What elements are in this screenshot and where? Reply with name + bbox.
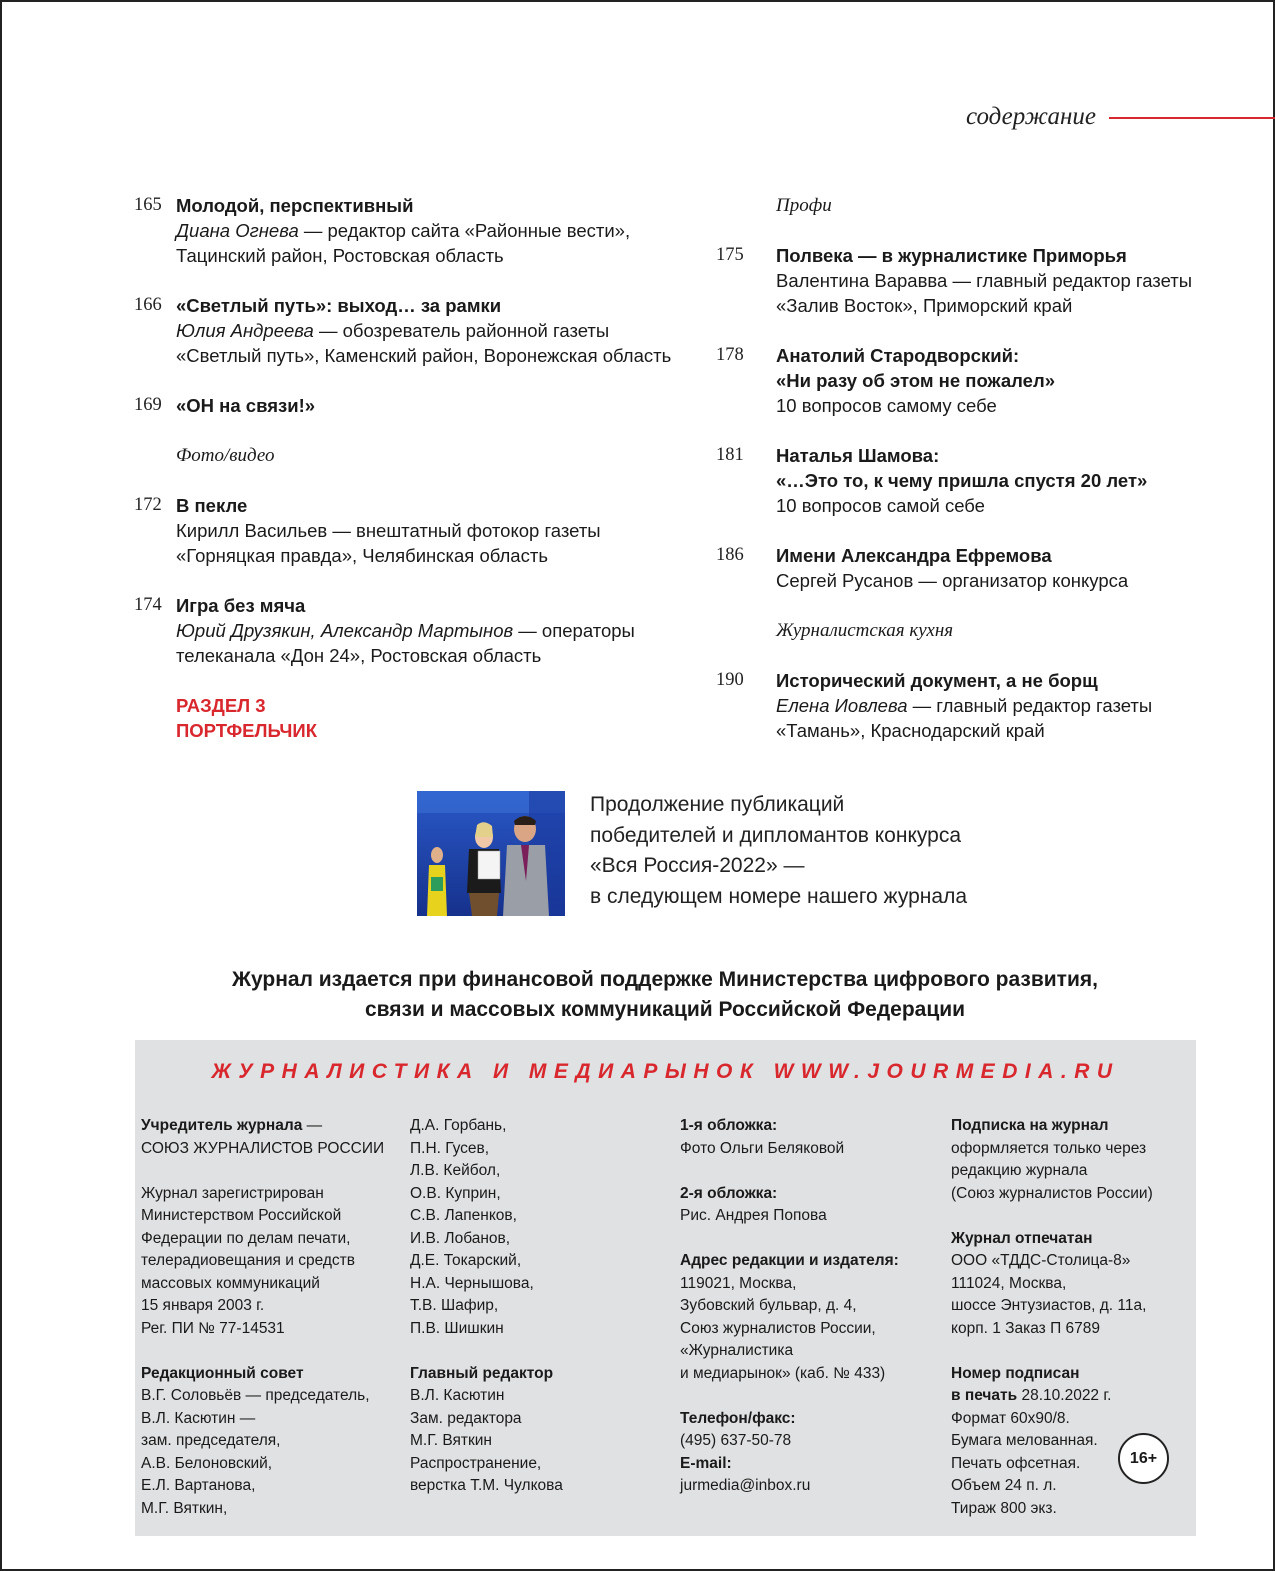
toc-desc: 10 вопросов самой себе [776,495,985,516]
header-accent-line [1109,117,1275,119]
toc-title: Наталья Шамова: [776,445,940,466]
editor-label: Главный редактор [410,1364,554,1382]
toc-desc: «Тамань», Краснодарский край [776,720,1045,741]
toc-author: Диана Огнева [176,220,299,241]
toc-page-number: 190 [716,670,744,690]
promo-line: в следующем номере нашего журнала [590,884,967,908]
address-line: «Журналистика [680,1342,794,1359]
toc-desc: Тацинский район, Ростовская область [176,245,504,266]
address-label: Адрес редакции и издателя: [680,1252,899,1269]
toc-page-number: 169 [134,395,162,415]
toc-left-column [134,193,694,743]
council-member: И.В. Лобанов, [410,1229,511,1247]
toc-page-number: 175 [716,245,744,265]
toc-author: Елена Иовлева [776,695,908,716]
toc-title: Анатолий Стародворский: [776,345,1020,366]
council-member: О.В. Куприн, [410,1184,501,1202]
council-member: Д.А. Горбань, [410,1117,507,1134]
reg-line: 15 января 2003 г. [141,1297,265,1314]
promo-line: Продолжение публикаций [590,793,845,816]
section-header-word: содержание [966,103,1096,130]
toc-desc: «Горняцкая правда», Челябинская область [176,545,548,566]
toc-page-number: 172 [134,495,162,515]
signed-date: 28.10.2022 г. [1017,1387,1112,1404]
toc-desc: «Залив Восток», Приморский край [776,295,1073,316]
council-member: Н.А. Чернышова, [410,1274,534,1292]
toc-title: Молодой, перспективный [176,195,414,216]
address-line: 119021, Москва, [680,1274,797,1292]
toc-title: «Ни разу об этом не пожалел» [776,370,1055,391]
council-line: В.Л. Касютин — [141,1409,256,1427]
next-issue-promo [590,790,967,912]
council-member: Д.Е. Токарский, [410,1252,522,1269]
reg-line: телерадиовещания и средств [141,1252,355,1269]
email-label: E-mail: [680,1454,732,1472]
council-line: Е.Л. Вартанова, [141,1477,256,1494]
contest-winners-photo [417,791,565,916]
printed-label: Журнал отпечатан [951,1229,1093,1247]
support-line: Журнал издается при финансовой поддержке Министерства цифрового развития, [232,968,1098,991]
tech-line: Печать офсетная. [951,1454,1081,1472]
toc-page-number: 174 [134,595,162,615]
toc-desc: телеканала «Дон 24», Ростовская область [176,645,542,666]
cover2-credit: Рис. Андрея Попова [680,1207,827,1224]
address-line: Зубовский бульвар, д. 4, [680,1297,857,1314]
age-rating-badge: 16+ [1118,1433,1169,1484]
toc-entry[interactable] [716,243,1236,318]
council-label: Редакционный совет [141,1364,304,1382]
imprint-col-council [410,1115,670,1498]
toc-title: «ОН на связи!» [176,395,316,416]
toc-entry[interactable] [716,668,1236,743]
toc-desc: — операторы [518,620,635,641]
reg-line: массовых коммуникаций [141,1274,320,1292]
signed-label-2: в печать [951,1387,1018,1404]
toc-author: Юлия Андреева [176,320,314,341]
toc-desc: — главный редактор газеты [912,695,1153,716]
toc-entry[interactable] [716,543,1236,593]
printed-line: 111024, Москва, [951,1274,1067,1292]
printed-line: шоссе Энтузиастов, д. 11а, [951,1297,1147,1314]
toc-title: В пекле [176,495,248,516]
council-line: В.Г. Соловьёв — председатель, [141,1387,370,1404]
subscription-line: редакцию журнала [951,1162,1088,1179]
imprint-box [135,1040,1196,1536]
editor-line: М.Г. Вяткин [410,1432,492,1449]
toc-desc: Сергей Русанов — организатор конкурса [776,570,1129,591]
council-line: А.В. Белоновский, [141,1454,273,1472]
razdel-number: РАЗДЕЛ 3 [176,695,266,716]
subscription-line: оформляется только через [951,1139,1147,1157]
cover2-label: 2-я обложка: [680,1184,778,1202]
reg-line: Журнал зарегистрирован [141,1184,324,1202]
phone-number[interactable]: (495) 637-50-78 [680,1432,792,1449]
address-line: и медиарынок» (каб. № 433) [680,1364,886,1382]
toc-entry[interactable] [134,293,694,368]
toc-title: Полвека — в журналистике Приморья [776,245,1127,266]
toc-entry[interactable] [134,193,694,268]
council-line: зам. председателя, [141,1432,281,1449]
imprint-col-founder [141,1115,401,1520]
council-line: М.Г. Вяткин, [141,1499,228,1517]
toc-title: Исторический документ, а не борщ [776,670,1098,691]
cover1-label: 1-я обложка: [680,1117,778,1134]
toc-entry[interactable] [134,493,694,568]
signed-label: Номер подписан [951,1364,1080,1382]
toc-desc: «Светлый путь», Каменский район, Воронежская область [176,345,672,366]
editor-line: Зам. редактора [410,1409,522,1427]
tech-line: Объем 24 п. л. [951,1477,1057,1494]
toc-desc: — редактор сайта «Районные вести», [303,220,631,241]
tech-line: Бумага мелованная. [951,1432,1098,1449]
magazine-brand-url[interactable]: ЖУРНАЛИСТИКА И МЕДИАРЫНОК WWW.JOURMEDIA.RU [211,1060,1120,1083]
council-member: Т.В. Шафир, [410,1297,499,1314]
toc-page-number: 178 [716,345,744,365]
razdel-title: ПОРТФЕЛЬЧИК [176,720,317,741]
council-member: Л.В. Кейбол, [410,1162,501,1179]
promo-line: «Вся Россия-2022» — [590,854,805,877]
founder-name: СОЮЗ ЖУРНАЛИСТОВ РОССИИ [141,1139,385,1157]
support-line: связи и массовых коммуникаций Российской Федерации [364,998,966,1021]
financial-support-notice [134,965,1196,1025]
toc-desc: Валентина Варавва — главный редактор газеты [776,270,1193,291]
tech-line: Тираж 800 экз. [951,1499,1057,1517]
toc-entry[interactable] [716,343,1236,418]
printed-line: корп. 1 Заказ П 6789 [951,1319,1101,1337]
printed-line: ООО «ТДДС-Столица-8» [951,1252,1131,1269]
email-address[interactable]: jurmedia@inbox.ru [680,1477,811,1494]
toc-title: Имени Александра Ефремова [776,545,1052,566]
toc-page-number: 186 [716,545,744,565]
toc-section-heading: Фото/видео [176,445,275,466]
founder-label: Учредитель журнала [141,1117,303,1134]
toc-entry[interactable] [134,393,694,418]
tech-line: Формат 60х90/8. [951,1409,1070,1427]
reg-line: Рег. ПИ № 77-14531 [141,1319,285,1337]
editor-line: В.Л. Касютин [410,1387,505,1404]
subscription-label: Подписка на журнал [951,1117,1109,1134]
editor-line: Распространение, [410,1454,542,1472]
subscription-line: (Союз журналистов России) [951,1184,1153,1202]
cover1-credit: Фото Ольги Беляковой [680,1139,845,1157]
toc-desc: 10 вопросов самому себе [776,395,997,416]
phone-label: Телефон/факс: [680,1409,796,1427]
toc-section-heading: Журналистская кухня [776,620,954,641]
section-3-heading [134,693,694,743]
council-member: П.Н. Гусев, [410,1139,490,1157]
toc-title: «…Это то, к чему пришла спустя 20 лет» [776,470,1148,491]
imprint-col-contacts [680,1115,940,1498]
toc-desc: — обозреватель районной газеты [318,320,610,341]
toc-page-number: 181 [716,445,744,465]
toc-page-number: 166 [134,295,162,315]
toc-entry[interactable] [134,593,694,668]
promo-line: победителей и дипломантов конкурса [590,823,962,847]
address-line: Союз журналистов России, [680,1319,876,1337]
toc-desc: Кирилл Васильев — внештатный фотокор газеты [176,520,601,541]
toc-title: «Светлый путь»: выход… за рамки [176,295,502,316]
toc-entry[interactable] [716,443,1236,518]
toc-page-number: 165 [134,195,162,215]
toc-section-heading: Профи [776,195,832,216]
founder-dash: — [302,1117,323,1134]
council-member: С.В. Лапенков, [410,1207,517,1224]
reg-line: Министерством Российской [141,1207,342,1224]
toc-right-column [716,193,1236,768]
toc-title: Игра без мяча [176,595,306,616]
toc-author: Юрий Друзякин, Александр Мартынов [176,620,514,641]
council-member: П.В. Шишкин [410,1319,504,1337]
editor-line: верстка Т.М. Чулкова [410,1477,563,1494]
reg-line: Федерации по делам печати, [141,1229,351,1247]
